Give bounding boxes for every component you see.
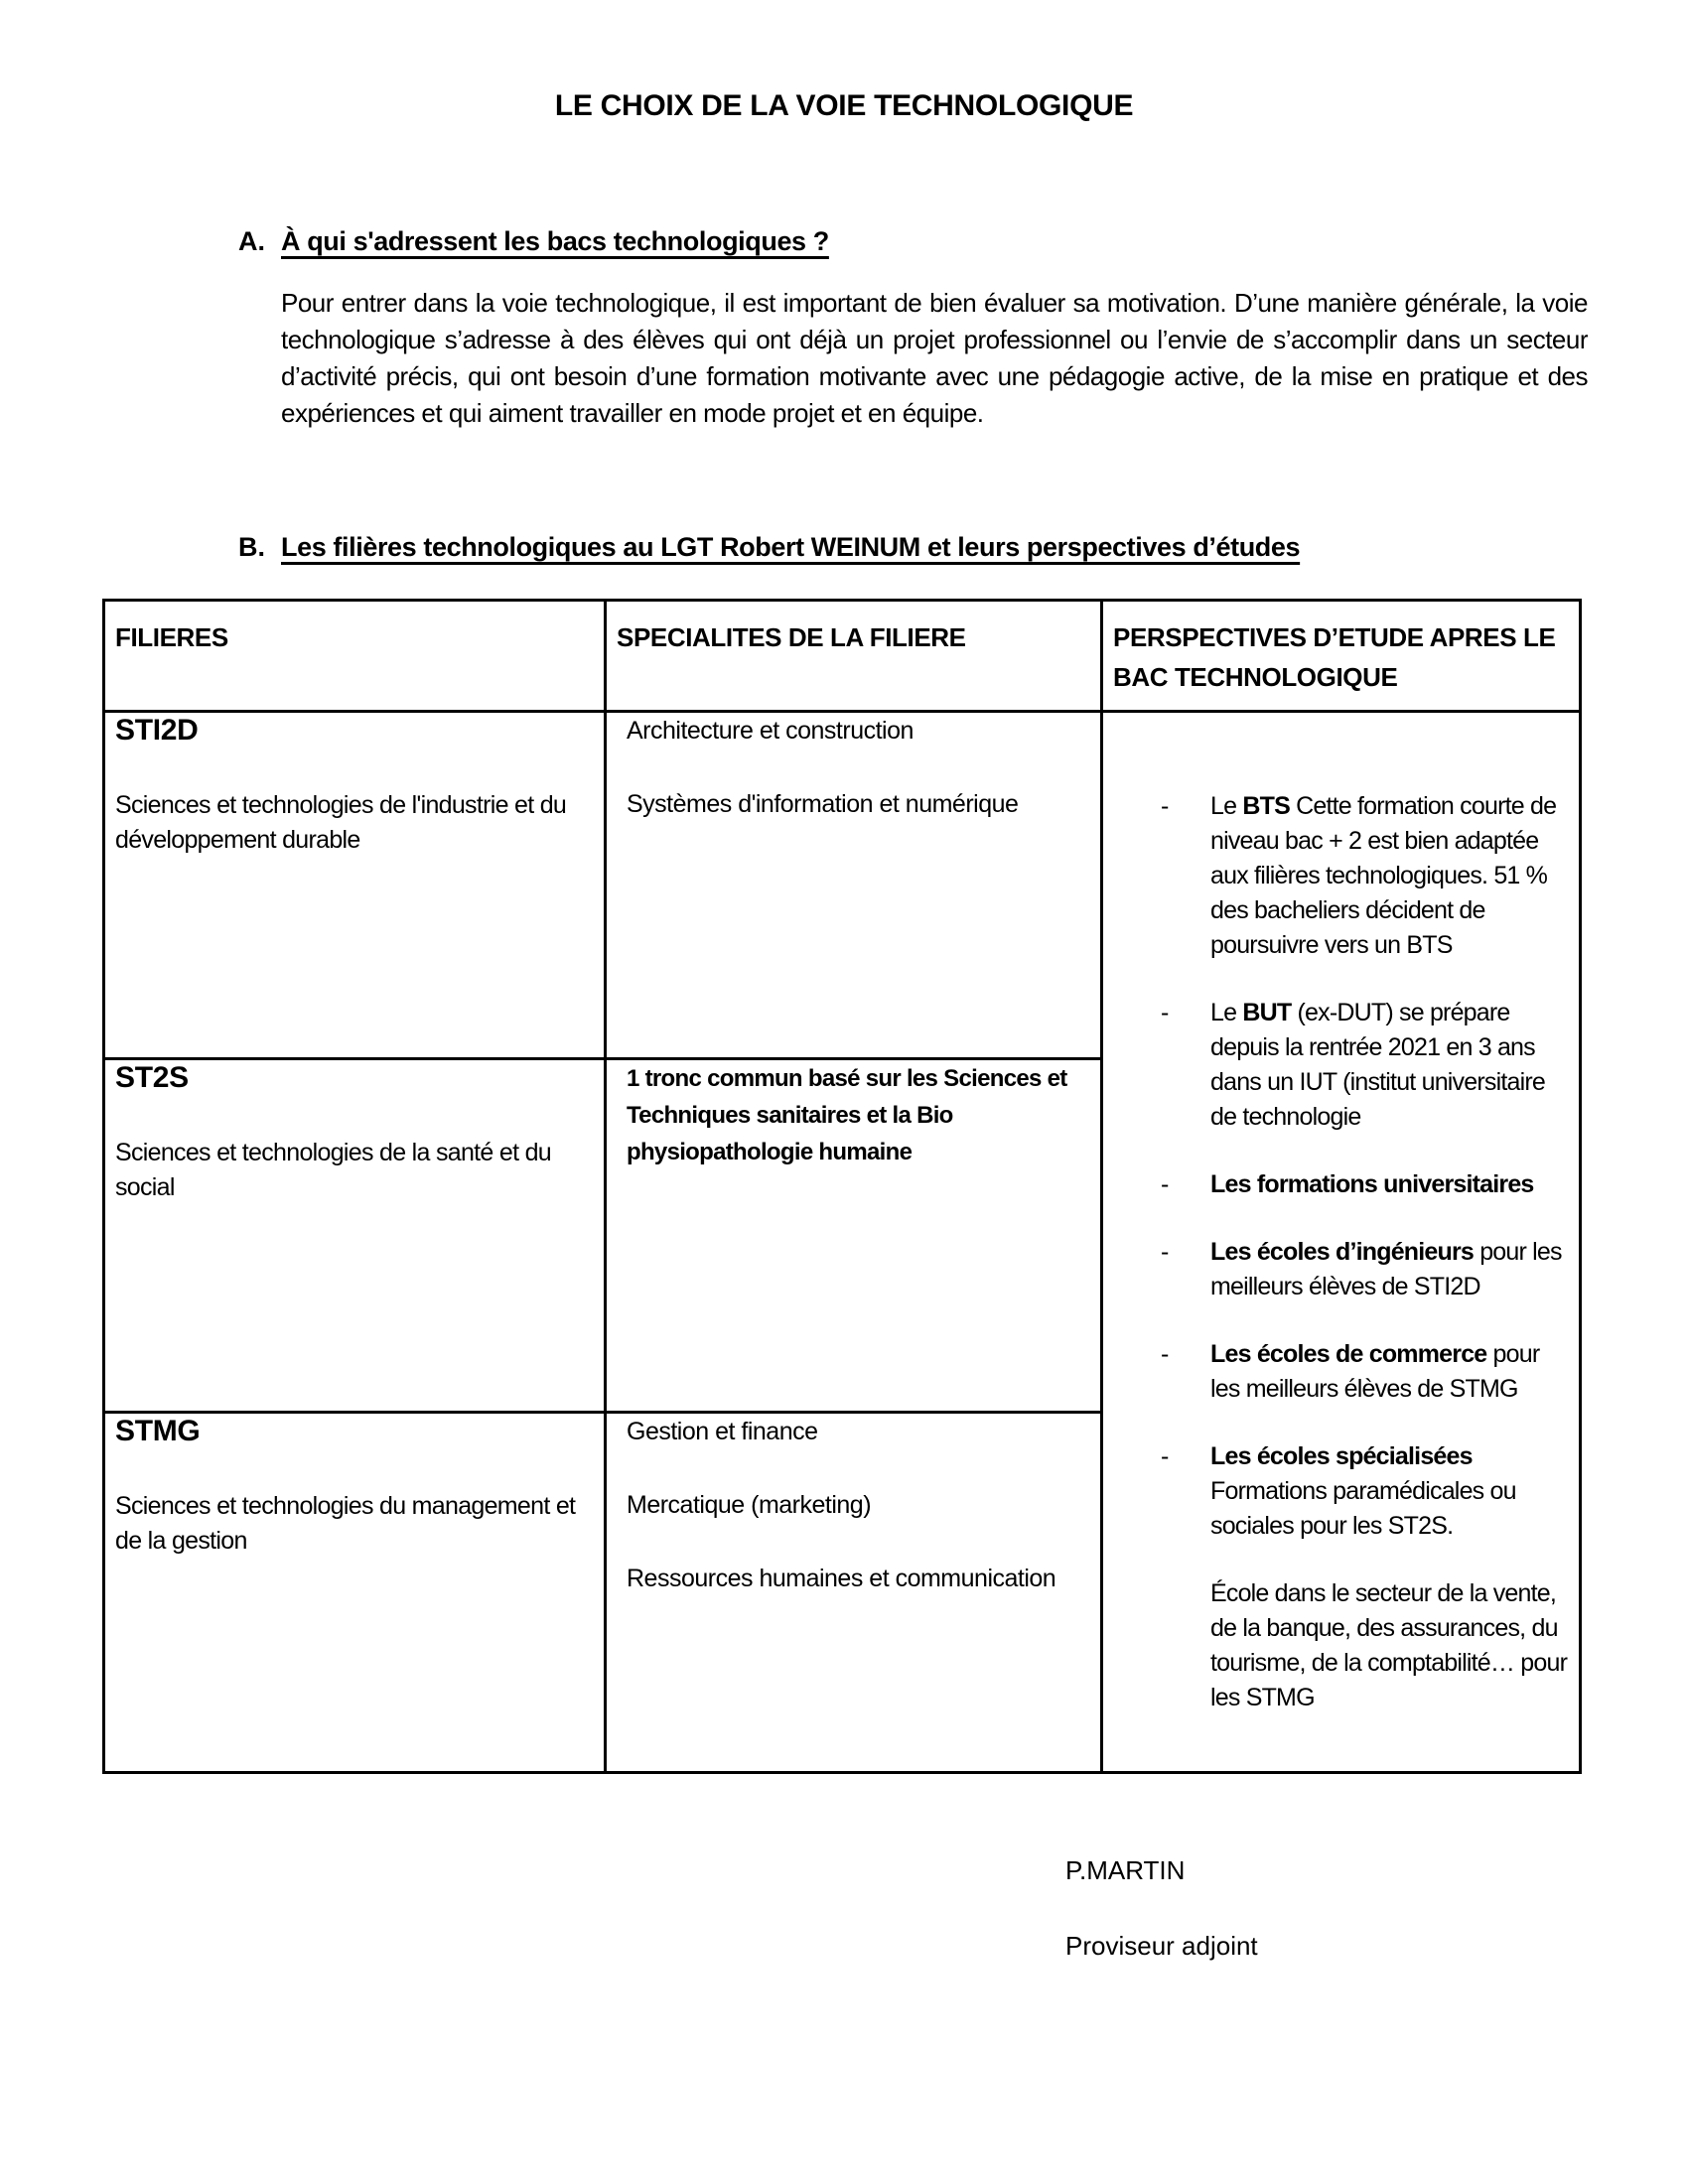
filiere-description: Sciences et technologies de l'industrie et du développement durable	[115, 791, 567, 854]
intro-paragraph: Pour entrer dans la voie technologique, il est important de bien évaluer sa motivation. D’une manière générale, la voie technologique s’adresse à des élèves qui ont déjà un projet professionnel ou l’envie de s’accomplir dans un secteur d’activité précis, qui ont besoin d’une formation motivante avec une pédagogie active, de la mise en pratique et des expériences et qui aiment travailler en mode projet et en équipe.	[281, 288, 1588, 428]
specialite-item: Systèmes d'information et numérique	[627, 790, 1019, 818]
page-title: LE CHOIX DE LA VOIE TECHNOLOGIQUE	[554, 89, 1134, 122]
signature-role: Proviseur adjoint	[1065, 1931, 1258, 1961]
cell-st2s	[104, 1059, 606, 1413]
perspective-item: - Les écoles de commerce pour les meilleurs élèves de STMG	[1161, 1337, 1567, 1407]
perspective-item: - Les formations universitaires	[1161, 1167, 1567, 1202]
filiere-sigle: STI2D	[115, 714, 199, 747]
filiere-description: Sciences et technologies du management et de la gestion	[115, 1492, 576, 1555]
specialite-item: Mercatique (marketing)	[627, 1491, 872, 1519]
cell-stmg	[104, 1413, 606, 1773]
header-perspectives: PERSPECTIVES D’ETUDE APRES LE BAC TECHNOLOGIQUE	[1102, 601, 1581, 712]
perspective-item: - Le BTS Cette formation courte de niveau bac + 2 est bien adaptée aux filières technologiques. 51 % des bacheliers décident de poursuivre vers un BTS	[1161, 789, 1567, 963]
filiere-description: Sciences et technologies de la santé et du social	[115, 1139, 551, 1201]
cell-stmg-specialites	[606, 1413, 1102, 1773]
perspective-item: - Le BUT (ex-DUT) se prépare depuis la rentrée 2021 en 3 ans dans un IUT (institut universitaire de technologie	[1161, 996, 1567, 1135]
section-a-marker: A.	[238, 226, 265, 256]
dash-bullet: -	[1161, 1442, 1170, 1470]
filieres-table	[102, 599, 1582, 1774]
header-specialites: SPECIALITES DE LA FILIERE	[606, 601, 1102, 712]
specialite-item: Ressources humaines et communication	[627, 1565, 1056, 1592]
dash-bullet: -	[1161, 1340, 1170, 1368]
dash-bullet: -	[1161, 1170, 1170, 1198]
filiere-sigle: ST2S	[115, 1061, 189, 1094]
signature-name: P.MARTIN	[1065, 1855, 1186, 1885]
perspective-item: - Les écoles d’ingénieurs pour les meilleurs élèves de STI2D	[1161, 1235, 1567, 1304]
perspective-note: École dans le secteur de la vente, de la banque, des assurances, du tourisme, de la comptabilité… pour les STMG	[1210, 1579, 1568, 1711]
signature-block	[1065, 1856, 1258, 1960]
table-header-row	[104, 601, 1581, 712]
specialite-item: Architecture et construction	[627, 717, 914, 745]
dash-bullet: -	[1161, 1238, 1170, 1266]
dash-bullet: -	[1161, 999, 1170, 1026]
table-row-sti2d	[104, 712, 1581, 1059]
filiere-sigle: STMG	[115, 1415, 201, 1447]
perspective-item: - Les écoles spécialisées Formations paramédicales ou sociales pour les ST2S.	[1161, 1439, 1567, 1544]
specialite-item: 1 tronc commun basé sur les Sciences et Techniques sanitaires et la Bio physiopathologie humaine	[627, 1065, 1067, 1165]
section-a-heading-row	[238, 226, 829, 257]
section-b-heading: Les filières technologiques au LGT Robert WEINUM et leurs perspectives d’études	[281, 532, 1301, 562]
cell-sti2d	[104, 712, 606, 1059]
cell-st2s-specialites	[606, 1059, 1102, 1413]
section-b-heading-row	[238, 532, 1300, 563]
dash-bullet: -	[1161, 792, 1170, 820]
cell-perspectives	[1102, 712, 1581, 1773]
cell-sti2d-specialites	[606, 712, 1102, 1059]
specialite-item: Gestion et finance	[627, 1418, 818, 1445]
section-a-heading: À qui s'adressent les bacs technologiques ?	[281, 226, 829, 256]
header-filieres: FILIERES	[104, 601, 606, 712]
section-b-marker: B.	[238, 532, 265, 562]
